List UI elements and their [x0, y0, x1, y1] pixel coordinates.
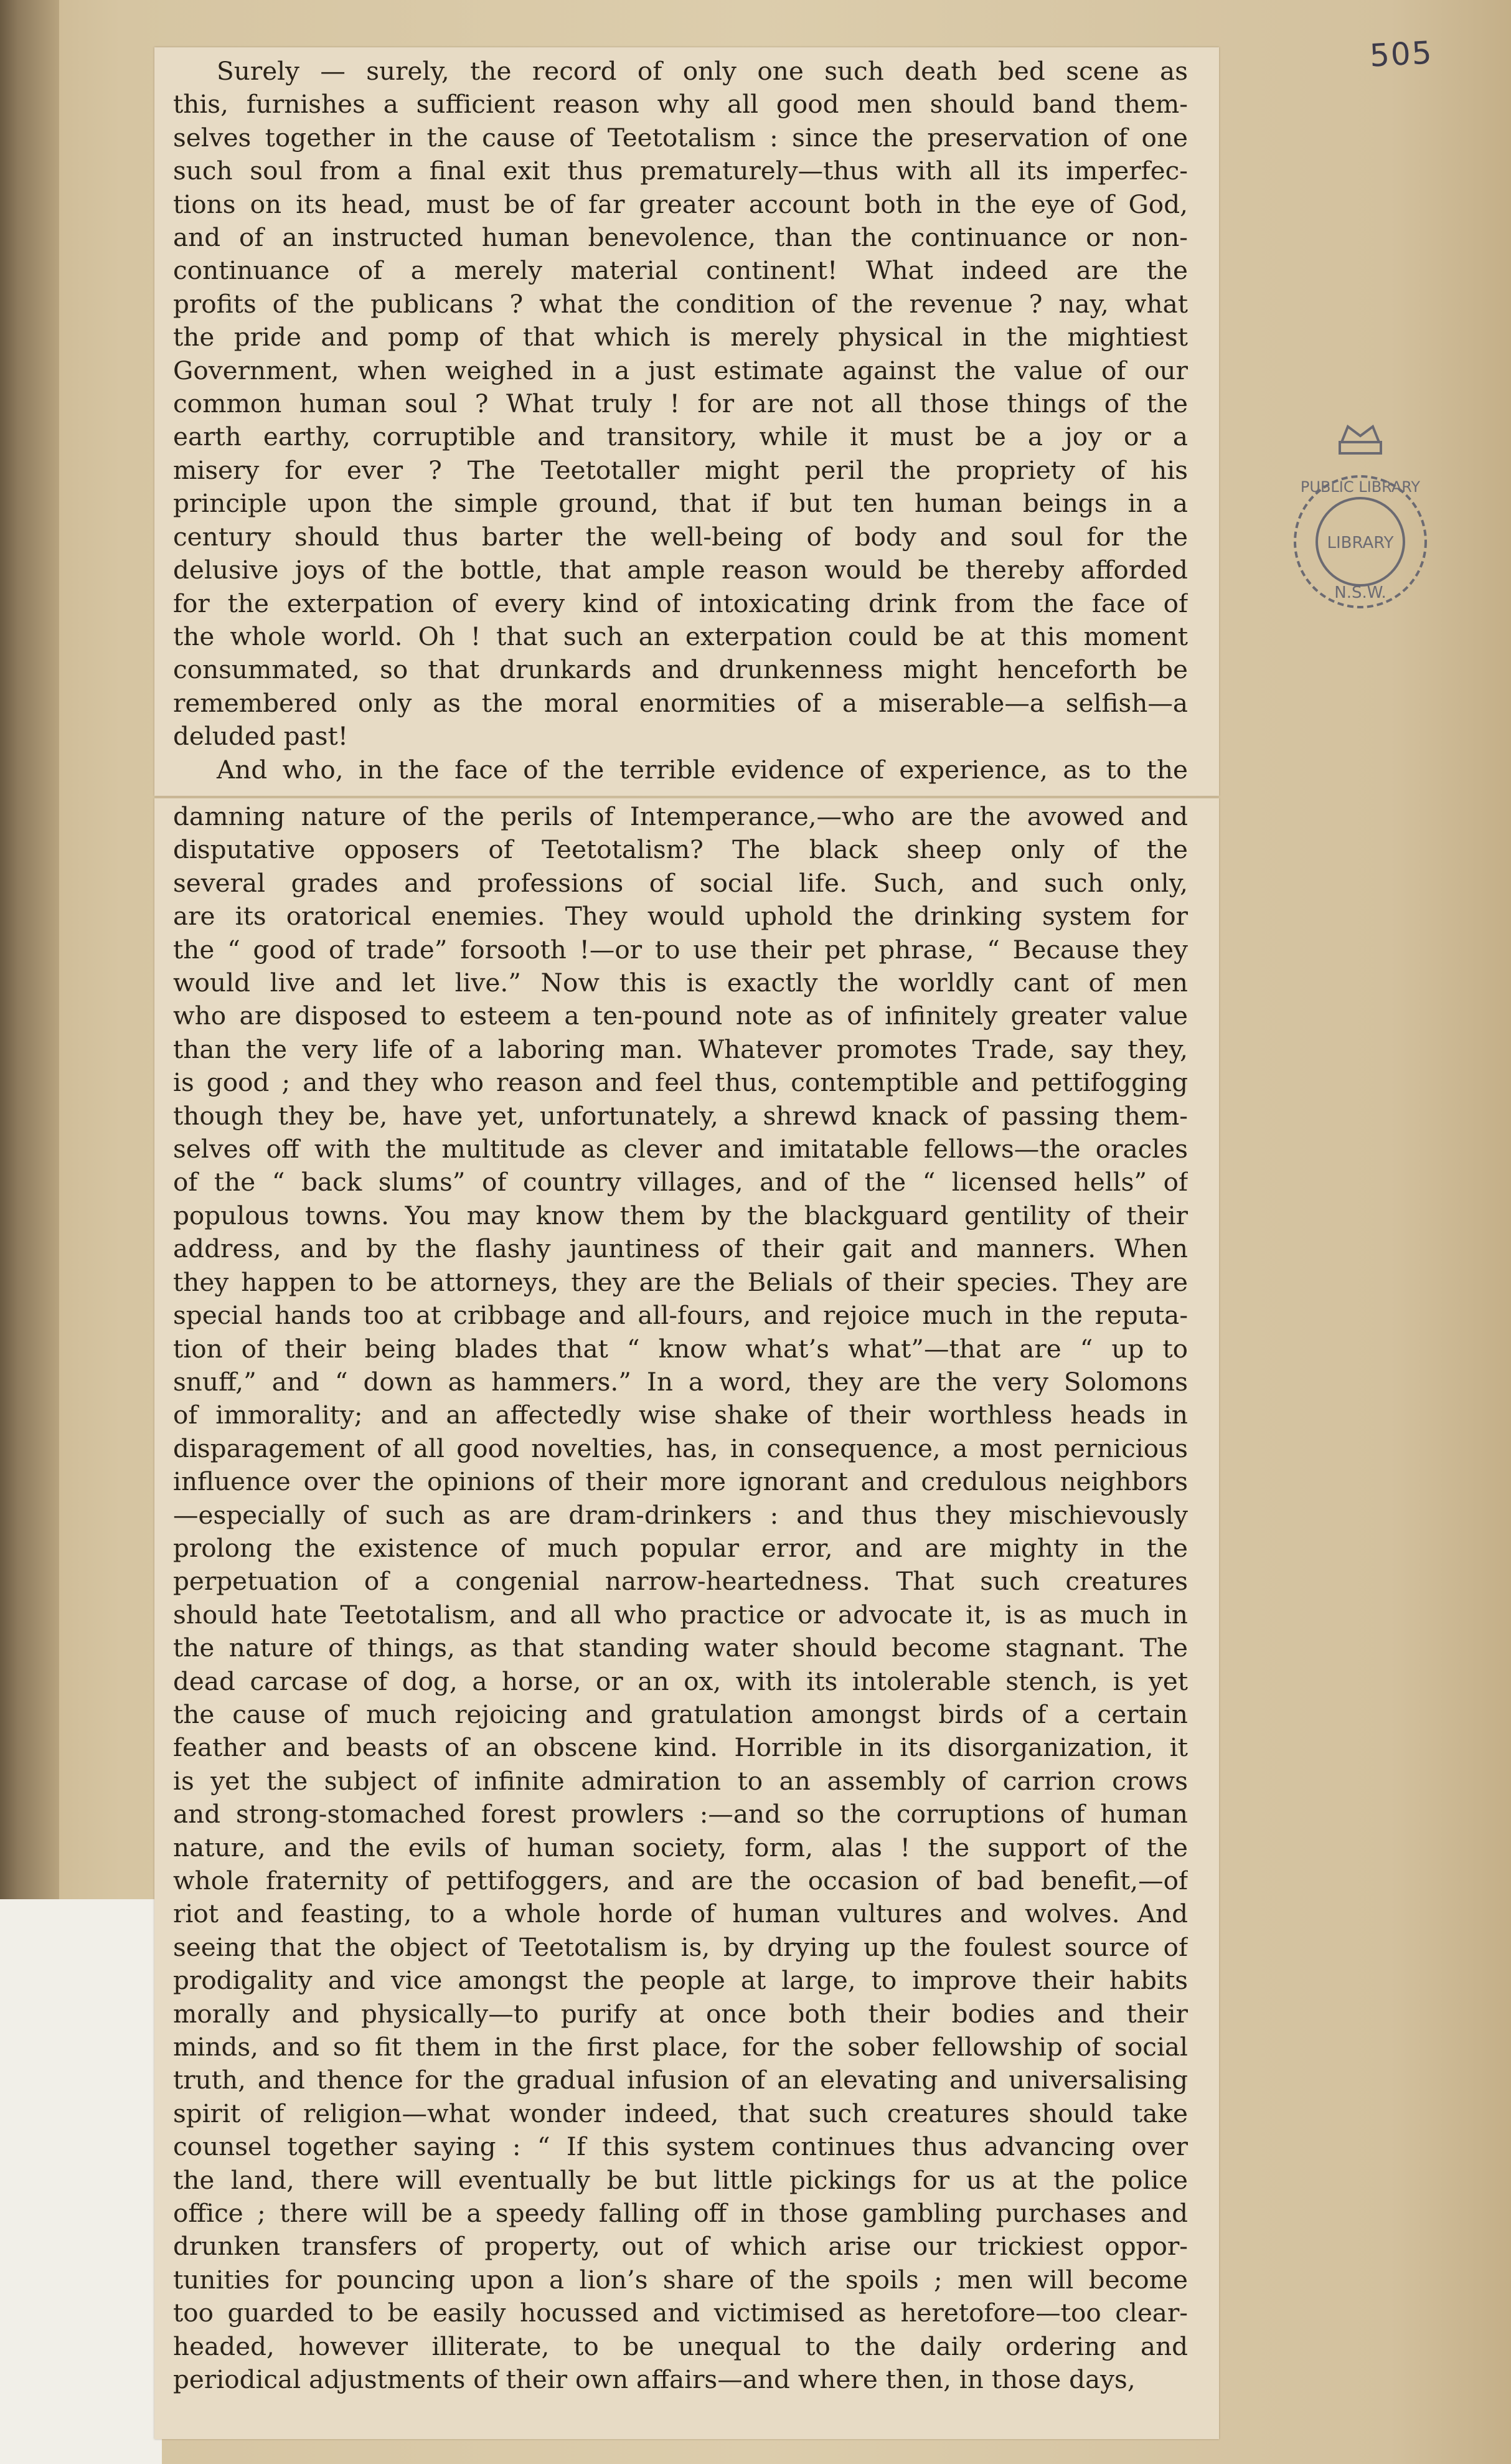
text-line: —especially of such as are dram-drinkers : and thus they mischievously	[173, 1499, 1188, 1530]
text-line: Government, when weighed in a just estimate against the value of our	[173, 355, 1188, 385]
text-line: spirit of religion—what wonder indeed, that such creatures should take	[173, 2098, 1188, 2128]
text-line: prolong the existence of much popular error, and are mighty in the	[173, 1532, 1188, 1563]
text-line: address, and by the flashy jauntiness of their gait and manners. When	[173, 1234, 1188, 1264]
text-line: populous towns. You may know them by the blackguard gentility of their	[173, 1200, 1188, 1230]
text-line: such soul from a final exit thus prematurely—thus with all its imperfec-	[173, 156, 1188, 186]
stamp-bottom-text: N.S.W.	[1334, 583, 1386, 602]
text-line: profits of the publicans ? what the condition of the revenue ? nay, what	[173, 288, 1188, 319]
text-line: damning nature of the perils of Intemperance,—who are the avowed and	[173, 801, 1188, 831]
text-line: whole fraternity of pettifoggers, and are the occasion of bad benefit,—of	[173, 1866, 1188, 1895]
text-line: minds, and so fit them in the first place, for the sober fellowship of social	[173, 2032, 1188, 2062]
text-line: the “ good of trade” forsooth !—or to use their pet phrase, “ Because they	[173, 934, 1188, 965]
text-line: deluded past!	[173, 721, 349, 752]
text-line: periodical adjustments of their own affairs—and where then, in those days,	[173, 2364, 1136, 2395]
library-stamp	[1283, 417, 1438, 623]
text-line: consummated, so that drunkards and drunkenness might henceforth be	[173, 654, 1188, 685]
text-line: principle upon the simple ground, that if but ten human beings in a	[173, 488, 1188, 519]
text-line: the pride and pomp of that which is merely physical in the mightiest	[173, 322, 1188, 352]
text-line: Surely — surely, the record of only one such death bed scene as	[217, 56, 1188, 86]
text-line: they happen to be attorneys, they are the Belials of their species. They are	[173, 1267, 1188, 1297]
text-line: than the very life of a laboring man. Whatever promotes Trade, say they,	[173, 1034, 1188, 1064]
page-number: 505	[1368, 34, 1434, 74]
text-line: of the “ back slums” of country villages, and of the “ licensed hells” of	[173, 1167, 1188, 1197]
text-line: would live and let live.” Now this is exactly the worldly cant of men	[173, 968, 1188, 998]
text-line: tion of their being blades that “ know what’s what”—that are “ up to	[173, 1333, 1188, 1364]
text-line: too guarded to be easily hocussed and victimised as heretofore—too clear-	[173, 2298, 1188, 2328]
stamp-middle-text: LIBRARY	[1327, 534, 1394, 552]
text-line: headed, however illiterate, to be unequal to the daily ordering and	[173, 2331, 1188, 2361]
clipping-bottom-text	[173, 800, 1188, 2397]
text-line: delusive joys of the bottle, that ample reason would be thereby afforded	[173, 555, 1188, 585]
text-line: truth, and thence for the gradual infusion of an elevating and universalising	[173, 2065, 1188, 2095]
text-line: for the exterpation of every kind of intoxicating drink from the face of	[173, 588, 1188, 618]
text-line: misery for ever ? The Teetotaller might peril the propriety of his	[173, 455, 1188, 485]
text-line: counsel together saying : “ If this system continues thus advancing over	[173, 2131, 1188, 2162]
text-line: tunities for pouncing upon a lion’s share of the spoils ; men will become	[173, 2264, 1188, 2295]
clipping-top-text	[173, 55, 1188, 786]
text-line: drunken transfers of property, out of which arise our trickiest oppor-	[173, 2231, 1188, 2262]
paper-tab	[0, 1899, 162, 2464]
text-line: seeing that the object of Teetotalism is, by drying up the foulest source of	[173, 1932, 1188, 1962]
text-line: continuance of a merely material continent! What indeed are the	[173, 255, 1188, 286]
text-line: feather and beasts of an obscene kind. Horrible in its disorganization, it	[173, 1732, 1188, 1763]
text-line: disputative opposers of Teetotalism? The black sheep only of the	[173, 834, 1188, 865]
text-line: of immorality; and an affectedly wise shake of their worthless heads in	[173, 1400, 1188, 1430]
text-line: who are disposed to esteem a ten-pound note as of infinitely greater value	[173, 1001, 1188, 1031]
text-line: the whole world. Oh ! that such an exterpation could be at this moment	[173, 621, 1188, 651]
text-line: nature, and the evils of human society, form, alas ! the support of the	[173, 1832, 1188, 1862]
text-line: prodigality and vice amongst the people at large, to improve their habits	[173, 1965, 1188, 1996]
text-line: the nature of things, as that standing water should become stagnant. The	[173, 1633, 1188, 1663]
text-line: should hate Teetotalism, and all who practice or advocate it, is as much in	[173, 1599, 1188, 1630]
text-line: is yet the subject of infinite admiration to an assembly of carrion crows	[173, 1765, 1188, 1796]
text-line: disparagement of all good novelties, has, in consequence, a most pernicious	[173, 1433, 1188, 1463]
text-line: dead carcase of dog, a horse, or an ox, with its intolerable stench, is yet	[173, 1666, 1188, 1696]
text-line: and strong-stomached forest prowlers :—and so the corruptions of human	[173, 1799, 1188, 1829]
text-line: special hands too at cribbage and all-fours, and rejoice much in the reputa-	[173, 1300, 1188, 1331]
text-line: selves off with the multitude as clever and imitatable fellows—the oracles	[173, 1134, 1188, 1164]
text-line: the cause of much rejoicing and gratulation amongst birds of a certain	[173, 1699, 1188, 1729]
text-line: earth earthy, corruptible and transitory, while it must be a joy or a	[173, 422, 1188, 452]
text-line: influence over the opinions of their more ignorant and credulous neighbors	[173, 1466, 1188, 1497]
text-line: office ; there will be a speedy falling off in those gambling purchases and	[173, 2198, 1188, 2229]
text-line: and of an instructed human benevolence, than the continuance or non-	[173, 222, 1188, 253]
text-line: the land, there will eventually be but little pickings for us at the police	[173, 2164, 1188, 2195]
text-line: snuff,” and “ down as hammers.” In a word, they are the very Solomons	[173, 1366, 1188, 1397]
text-line: selves together in the cause of Teetotalism : since the preservation of one	[173, 122, 1188, 153]
text-line: perpetuation of a congenial narrow-heartedness. That such creatures	[173, 1566, 1188, 1597]
text-line: is good ; and they who reason and feel thus, contemptible and pettifogging	[173, 1067, 1188, 1098]
stamp-top-text: PUBLIC LIBRARY	[1300, 478, 1421, 496]
text-line: morally and physically—to purify at once both their bodies and their	[173, 1998, 1188, 2029]
text-line: And who, in the face of the terrible evidence of experience, as to the	[217, 754, 1188, 785]
text-line: remembered only as the moral enormities of a miserable—a selfish—a	[173, 687, 1188, 718]
text-line: this, furnishes a sufficient reason why all good men should band them-	[173, 89, 1188, 120]
text-line: are its oratorical enemies. They would uphold the drinking system for	[173, 901, 1188, 932]
text-line: common human soul ? What truly ! for are not all those things of the	[173, 389, 1188, 419]
text-line: several grades and professions of social life. Such, and such only,	[173, 867, 1188, 898]
text-line: though they be, have yet, unfortunately, a shrewd knack of passing them-	[173, 1100, 1188, 1131]
text-line: riot and feasting, to a whole horde of human vultures and wolves. And	[173, 1899, 1188, 1929]
text-line: century should thus barter the well-being of body and soul for the	[173, 521, 1188, 552]
text-line: tions on its head, must be of far greater account both in the eye of God,	[173, 189, 1188, 219]
